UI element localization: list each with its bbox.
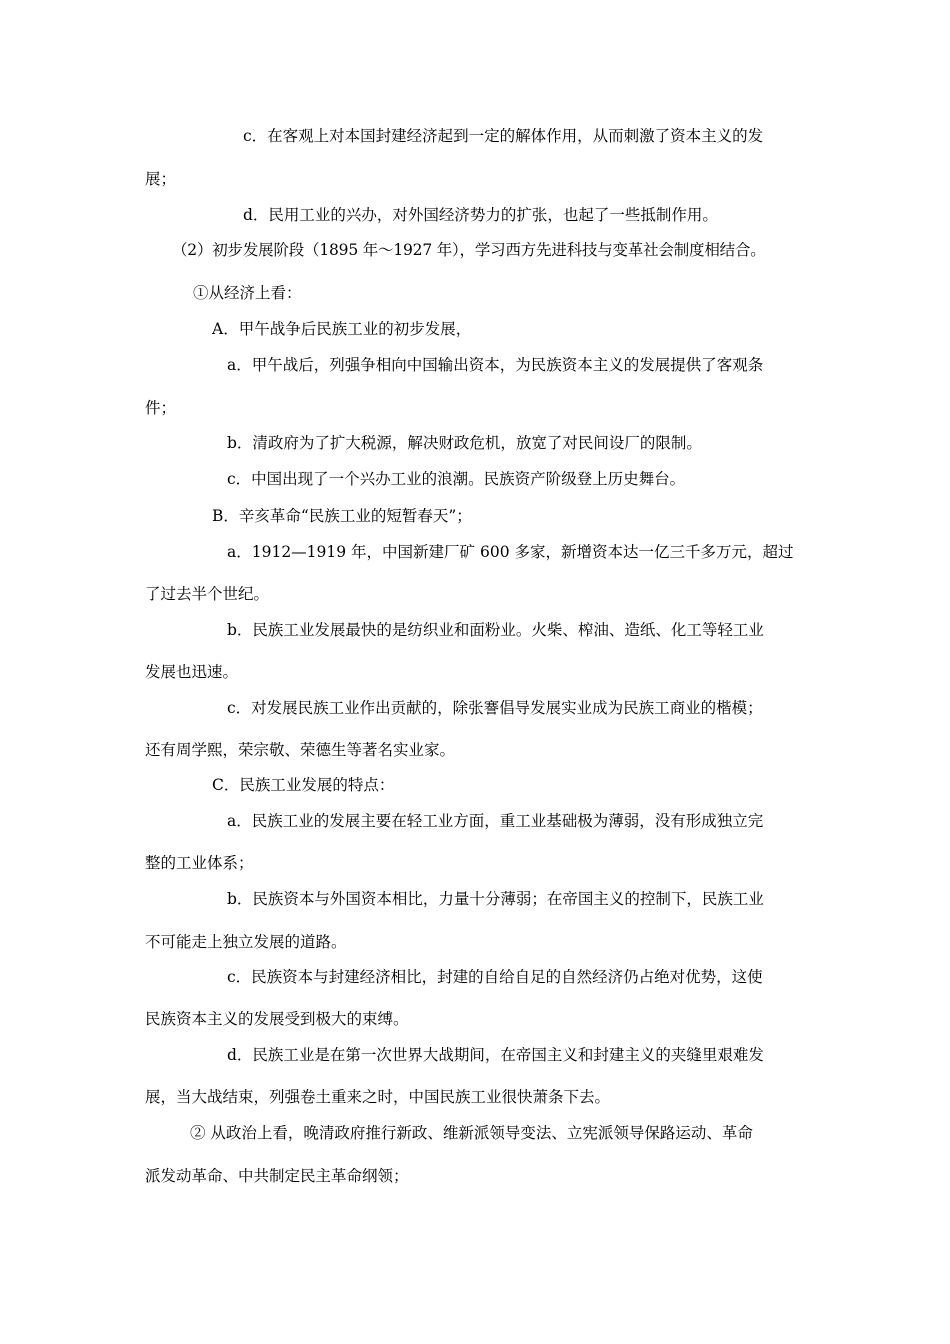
text-line: c．民族资本与封建经济相比，封建的自给自足的自然经济仍占绝对优势，这使	[227, 968, 763, 986]
text-line: 不可能走上独立发展的道路。	[145, 933, 347, 951]
text-line: 了过去半个世纪。	[145, 585, 270, 603]
text-line: 展，当大战结束，列强卷土重来之时，中国民族工业很快萧条下去。	[145, 1088, 611, 1106]
text-line: c．中国出现了一个兴办工业的浪潮。民族资产阶级登上历史舞台。	[227, 470, 686, 488]
text-line: 民族资本主义的发展受到极大的束缚。	[145, 1010, 409, 1028]
text-line: d．民族工业是在第一次世界大战期间，在帝国主义和封建主义的夹缝里艰难发	[227, 1046, 764, 1064]
text-line: c．在客观上对本国封建经济起到一定的解体作用，从而刺激了资本主义的发	[243, 127, 764, 145]
text-line: b．民族资本与外国资本相比，力量十分薄弱；在帝国主义的控制下，民族工业	[227, 890, 764, 908]
text-line: d．民用工业的兴办，对外国经济势力的扩张，也起了一些抵制作用。	[243, 206, 718, 224]
item-heading: B．辛亥革命“民族工业的短暂春天”；	[212, 507, 472, 525]
item-heading: C．民族工业发展的特点：	[212, 776, 395, 794]
item-heading: A．甲午战争后民族工业的初步发展，	[212, 320, 472, 338]
text-line: b．清政府为了扩大税源，解决财政危机，放宽了对民间设厂的限制。	[227, 434, 702, 452]
text-line: 展；	[145, 170, 177, 188]
subsection-heading: ①从经济上看：	[193, 284, 302, 302]
text-line: b．民族工业发展最快的是纺织业和面粉业。火柴、榨油、造纸、化工等轻工业	[227, 621, 764, 639]
text-line: a．甲午战后，列强争相向中国输出资本，为民族资本主义的发展提供了客观条	[227, 356, 764, 374]
text-line: 还有周学熙，荣宗敬、荣德生等著名实业家。	[145, 741, 456, 759]
text-line: 发展也迅速。	[145, 663, 239, 681]
text-line: 整的工业体系；	[145, 854, 254, 872]
text-line: a．1912—1919 年，中国新建厂矿 600 多家，新增资本达一亿三千多万元，超过	[227, 543, 794, 561]
subsection-heading: ② 从政治上看，晚清政府推行新政、维新派领导变法、立宪派领导保路运动、革命	[190, 1124, 753, 1142]
section-heading: （2）初步发展阶段（1895 年～1927 年），学习西方先进科技与变革社会制度相结合。	[172, 241, 766, 259]
text-line: c．对发展民族工业作出贡献的，除张謇倡导发展实业成为民族工商业的楷模；	[227, 699, 763, 717]
text-line: a．民族工业的发展主要在轻工业方面，重工业基础极为薄弱，没有形成独立完	[227, 812, 764, 830]
text-line: 件；	[145, 399, 177, 417]
text-line: 派发动革命、中共制定民主革命纲领；	[145, 1167, 409, 1185]
